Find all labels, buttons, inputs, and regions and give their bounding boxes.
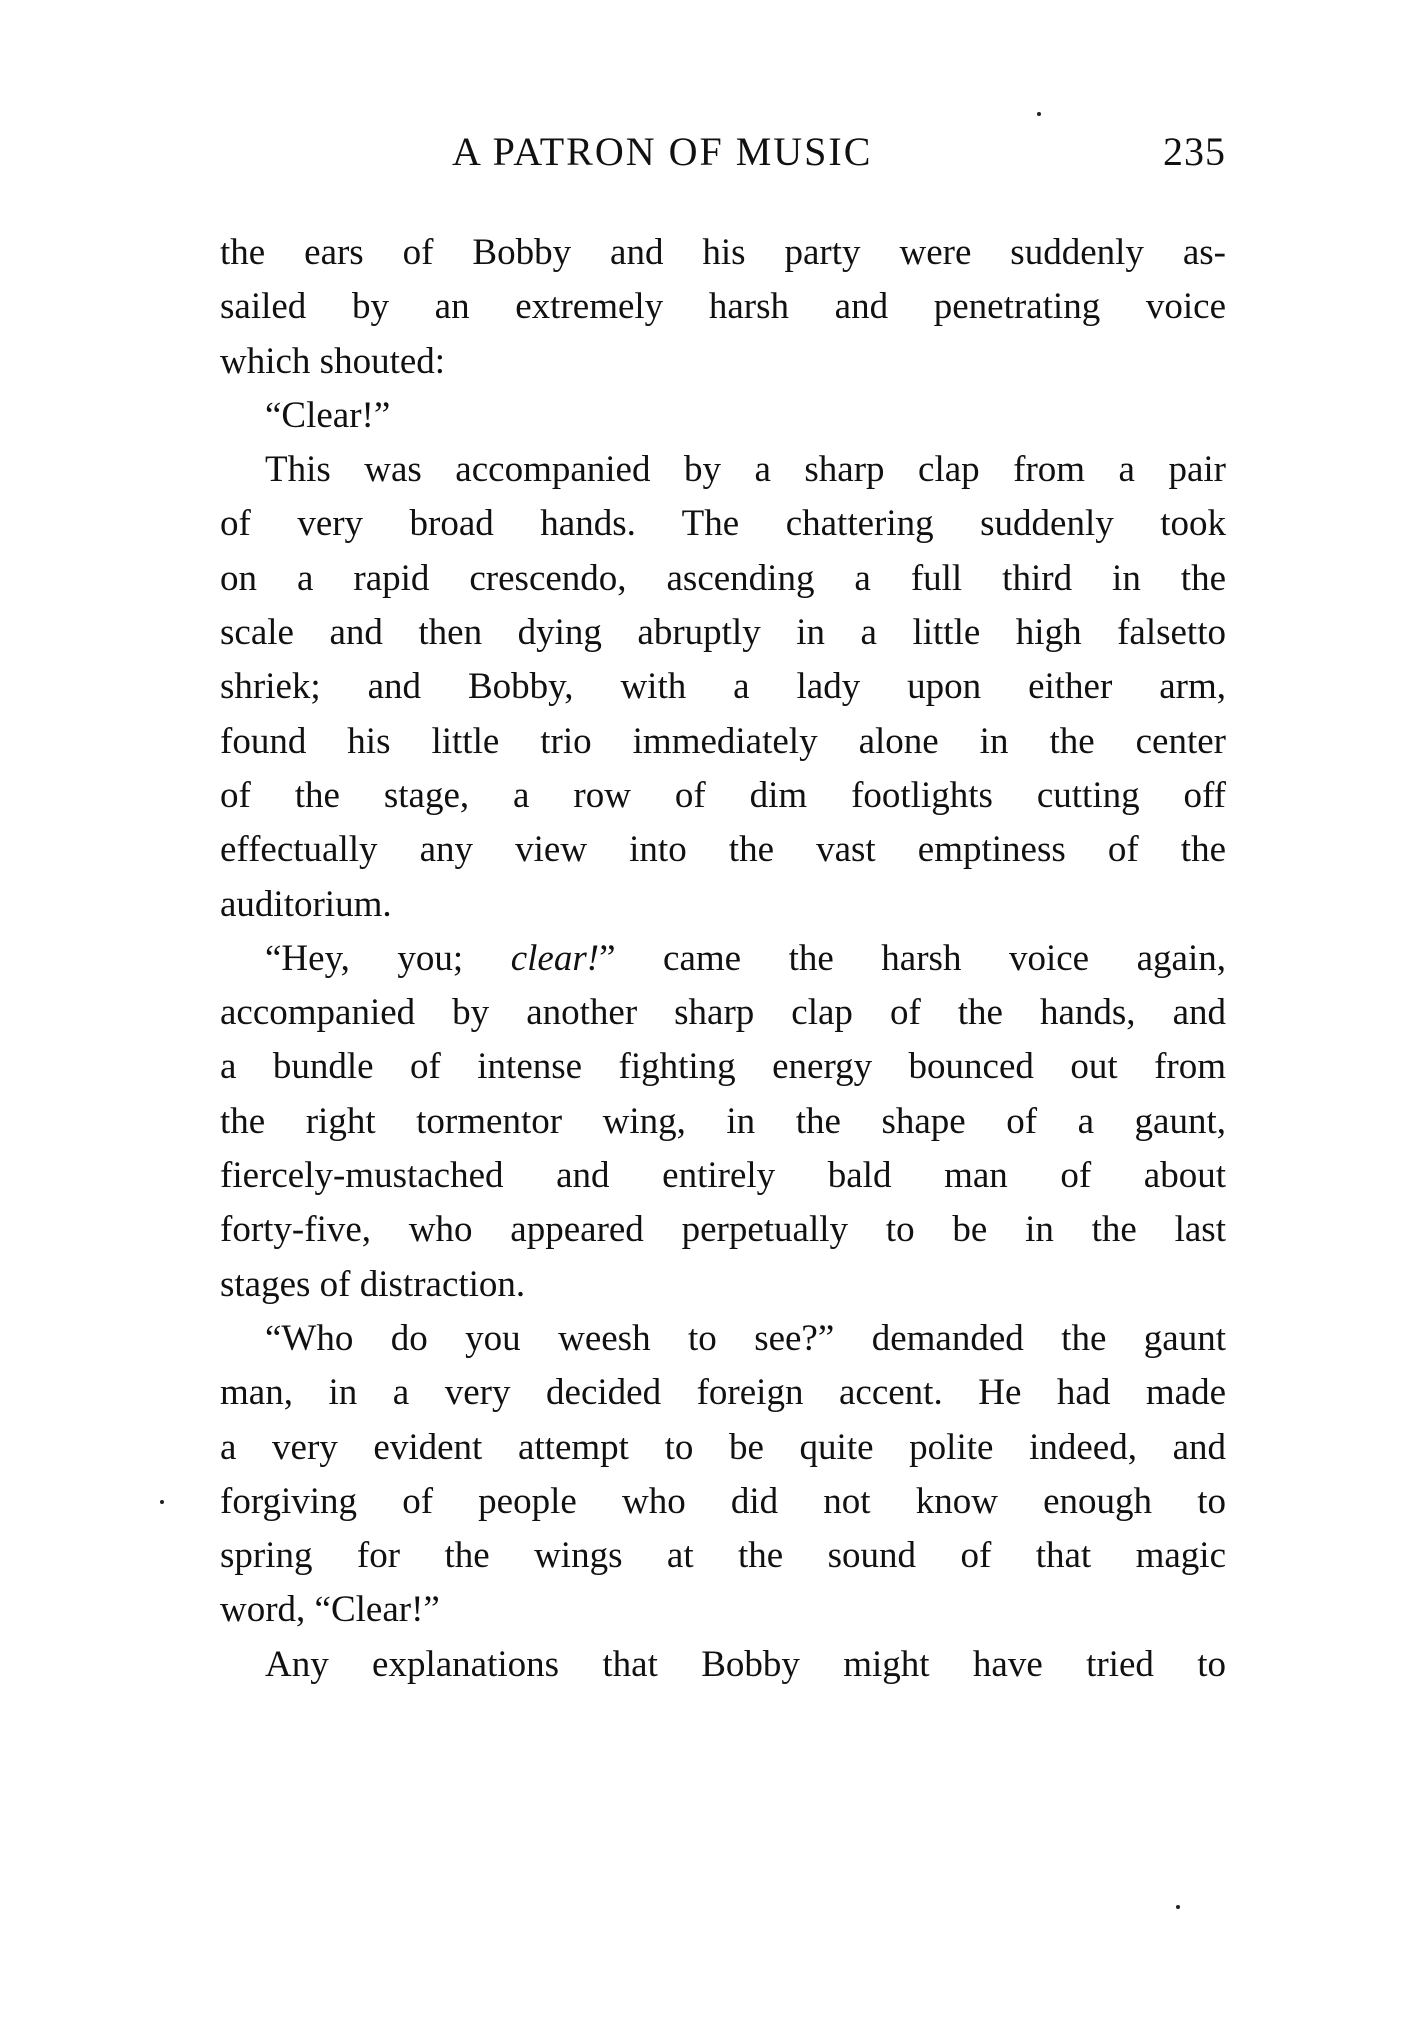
speck <box>160 1500 164 1504</box>
text-line: forty-five, who appeared perpetually to be in the last <box>220 1209 1226 1251</box>
paragraph <box>220 932 1226 1312</box>
text-line: the right tormentor wing, in the shape of a gaunt, <box>220 1100 1226 1142</box>
text-line: shriek; and Bobby, with a lady upon either arm, <box>220 666 1226 708</box>
text-line: a bundle of intense fighting energy bounced out from <box>220 1046 1226 1088</box>
text-line: auditorium. <box>220 883 392 925</box>
text-line: Any explanations that Bobby might have tried to <box>265 1643 1226 1685</box>
text-line: “Who do you weesh to see?” demanded the gaunt <box>265 1317 1226 1359</box>
text-line: effectually any view into the vast emptiness of the <box>220 829 1226 871</box>
page-header <box>220 128 1226 178</box>
text-line: “Clear!” <box>265 394 391 436</box>
speck <box>1176 1905 1180 1909</box>
text-line: fiercely-mustached and entirely bald man of about <box>220 1155 1226 1197</box>
text-line: man, in a very decided foreign accent. He had made <box>220 1372 1226 1414</box>
paragraph <box>220 226 1226 389</box>
running-title: A PATRON OF MUSIC <box>452 129 873 174</box>
text-line: “Hey, you; clear!” came the harsh voice again, <box>265 937 1226 979</box>
text-line: a very evident attempt to be quite polite indeed, and <box>220 1426 1226 1468</box>
italic-text: clear! <box>510 937 600 979</box>
text-line: word, “Clear!” <box>220 1589 440 1631</box>
text-line: This was accompanied by a sharp clap from a pair <box>265 449 1226 491</box>
text-line: found his little trio immediately alone in the center <box>220 720 1226 762</box>
text-line: of the stage, a row of dim footlights cutting off <box>220 774 1226 816</box>
text-line: on a rapid crescendo, ascending a full third in the <box>220 557 1226 599</box>
text-line: of very broad hands. The chattering suddenly took <box>220 503 1226 545</box>
text-line: sailed by an extremely harsh and penetrating voice <box>220 286 1226 328</box>
page-number: 235 <box>1163 129 1226 174</box>
paragraph <box>220 1312 1226 1638</box>
speck <box>1037 112 1041 116</box>
paragraph <box>220 443 1226 932</box>
text-line: the ears of Bobby and his party were suddenly as- <box>220 232 1226 273</box>
text-line: scale and then dying abruptly in a little high falsetto <box>220 612 1226 654</box>
paragraph <box>220 389 1226 443</box>
body-text <box>220 226 1226 1692</box>
text-line: forgiving of people who did not know enough to <box>220 1480 1226 1522</box>
text-line: which shouted: <box>220 340 446 382</box>
text-line: spring for the wings at the sound of that magic <box>220 1535 1226 1577</box>
text-line: stages of distraction. <box>220 1263 526 1305</box>
paragraph <box>220 1638 1226 1692</box>
text-line: accompanied by another sharp clap of the hands, and <box>220 992 1226 1034</box>
